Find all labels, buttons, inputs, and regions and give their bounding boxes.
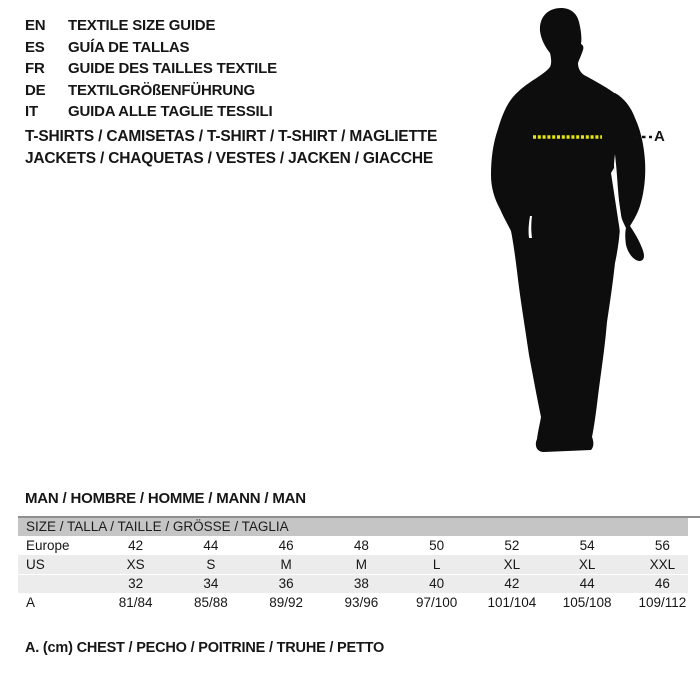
man-silhouette-icon [478, 0, 700, 470]
language-code: DE [25, 81, 46, 99]
language-title: GUÍA DE TALLAS [68, 38, 190, 56]
table-cell: 32 [128, 576, 144, 591]
language-row [25, 58, 277, 80]
table-cell: 34 [203, 576, 219, 591]
table-cell: 46 [654, 576, 670, 591]
language-title: GUIDA ALLE TAGLIE TESSILI [68, 103, 273, 120]
language-row [25, 15, 277, 37]
table-cell: S [206, 557, 216, 572]
language-row [25, 101, 277, 123]
table-cell: 44 [579, 576, 595, 591]
table-row-chest-a [18, 593, 700, 612]
table-cell: M [280, 557, 292, 572]
size-table [18, 516, 700, 612]
table-cell: 44 [203, 538, 219, 553]
table-cell: L [432, 557, 441, 572]
category-line-tshirts: T-SHIRTS / CAMISETAS / T-SHIRT / T-SHIRT / MAGLIETTE [25, 128, 438, 145]
table-row-europe [18, 536, 700, 555]
size-table-header: SIZE / TALLA / TAILLE / GRÖSSE / TAGLIA [18, 516, 700, 536]
table-cell: 48 [353, 538, 369, 553]
language-code: FR [25, 60, 45, 77]
table-cell: XXL [649, 557, 676, 572]
language-code: IT [25, 103, 38, 120]
table-row-us [18, 555, 700, 574]
table-cell: 97/100 [415, 595, 458, 610]
table-cell: 89/92 [269, 595, 304, 610]
table-cell: 93/96 [344, 595, 379, 610]
table-cell: M [355, 557, 367, 572]
table-cell: 81/84 [118, 595, 153, 610]
footnote-chest-measure: A. (cm) CHEST / PECHO / POITRINE / TRUHE / PETTO [25, 640, 385, 656]
language-title: TEXTILE SIZE GUIDE [68, 17, 216, 34]
measurement-a-label: A [654, 128, 665, 145]
language-row [25, 37, 277, 59]
man-silhouette-figure [478, 0, 700, 470]
category-line-jackets: JACKETS / CHAQUETAS / VESTES / JACKEN / GIACCHE [25, 149, 434, 167]
table-cell: 85/88 [193, 595, 228, 610]
language-title: GUIDE DES TAILLES TEXTILE [68, 60, 277, 77]
garment-categories [25, 126, 437, 169]
language-title: TEXTILGRÖßENFÜHRUNG [68, 81, 256, 99]
section-heading-man: MAN / HOMBRE / HOMME / MANN / MAN [25, 490, 306, 507]
language-code: ES [25, 38, 45, 56]
table-cell: 40 [429, 576, 445, 591]
table-cell: XL [578, 557, 596, 572]
language-code: EN [25, 17, 46, 34]
table-cell: 42 [128, 538, 144, 553]
row-label: Europe [26, 538, 70, 553]
table-cell: 101/104 [487, 595, 537, 610]
table-cell: 46 [278, 538, 294, 553]
table-cell: 38 [353, 576, 369, 591]
table-cell: 56 [654, 538, 670, 553]
table-cell: 50 [429, 538, 445, 553]
table-cell: 36 [278, 576, 294, 591]
table-cell: 109/112 [638, 595, 687, 610]
table-cell: 52 [504, 538, 520, 553]
row-label [18, 575, 98, 593]
table-cell: 105/108 [562, 595, 612, 610]
table-row-numeric [18, 574, 700, 593]
table-cell: 42 [504, 576, 520, 591]
table-cell: 54 [579, 538, 595, 553]
row-label: A [26, 595, 36, 610]
row-label: US [26, 557, 45, 572]
table-cell: XL [503, 557, 521, 572]
language-row [25, 80, 277, 102]
table-cell: XS [126, 557, 145, 572]
language-title-list [25, 15, 277, 123]
